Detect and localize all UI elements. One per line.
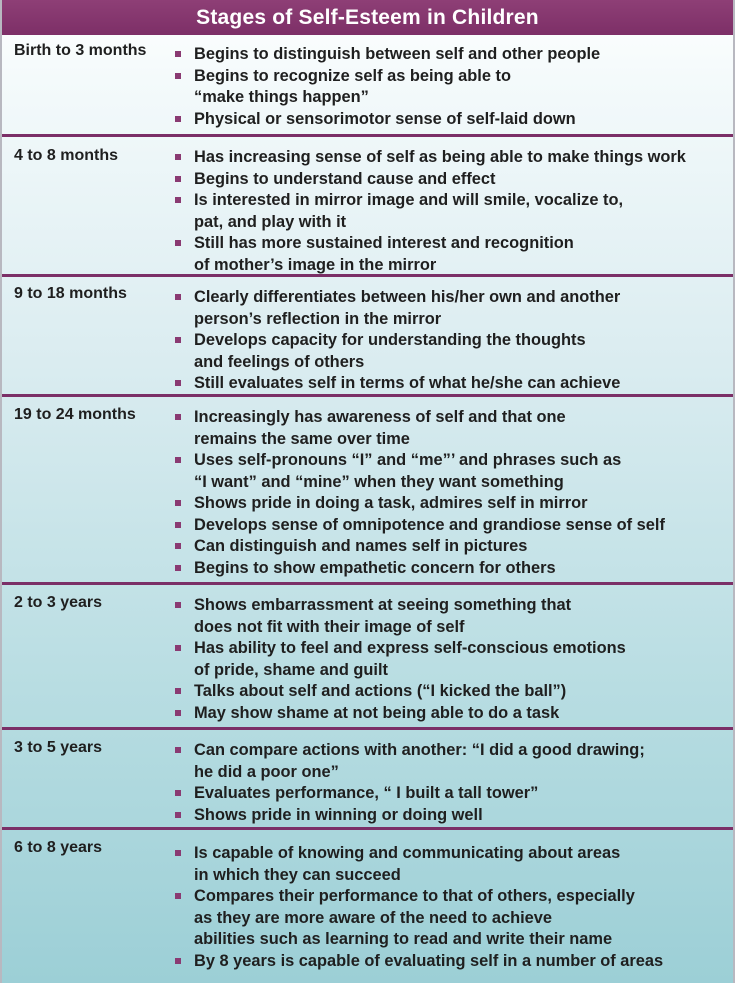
milestone-item xyxy=(174,805,734,827)
milestone-text: Uses self-pronouns “I” and “me”’ and phrases such as “I want” and “mine” when they want something xyxy=(194,451,622,491)
milestone-item xyxy=(174,515,734,537)
square-bullet-icon xyxy=(175,602,181,608)
milestone-item xyxy=(174,595,734,638)
milestone-item xyxy=(174,703,734,725)
milestone-text: Increasingly has awareness of self and that one remains the same over time xyxy=(194,408,566,448)
stage-label: 3 to 5 years xyxy=(14,739,103,756)
milestone-item xyxy=(174,44,734,66)
milestone-text: Still evaluates self in terms of what he/she can achieve xyxy=(194,374,621,392)
stage-row xyxy=(2,277,733,396)
stage-milestones xyxy=(174,407,734,579)
milestone-item xyxy=(174,886,734,951)
square-bullet-icon xyxy=(175,543,181,549)
milestone-item xyxy=(174,536,734,558)
milestone-item xyxy=(174,147,734,169)
milestone-text: Has increasing sense of self as being able to make things work xyxy=(194,148,686,166)
square-bullet-icon xyxy=(175,380,181,386)
stage-row xyxy=(2,830,733,983)
milestone-text: Shows pride in doing a task, admires self in mirror xyxy=(194,494,588,512)
stage-milestones xyxy=(174,44,734,130)
square-bullet-icon xyxy=(175,850,181,856)
stage-label: 6 to 8 years xyxy=(14,839,103,856)
row-divider xyxy=(2,134,733,137)
milestone-item xyxy=(174,558,734,580)
square-bullet-icon xyxy=(175,688,181,694)
stage-milestones xyxy=(174,843,734,972)
square-bullet-icon xyxy=(175,154,181,160)
stage-milestones xyxy=(174,740,734,826)
square-bullet-icon xyxy=(175,958,181,964)
square-bullet-icon xyxy=(175,414,181,420)
row-divider xyxy=(2,727,733,730)
square-bullet-icon xyxy=(175,457,181,463)
milestone-item xyxy=(174,450,734,493)
stage-label: 2 to 3 years xyxy=(14,594,103,611)
square-bullet-icon xyxy=(175,893,181,899)
stage-milestones xyxy=(174,595,734,724)
milestone-text: By 8 years is capable of evaluating self in a number of areas xyxy=(194,951,664,970)
milestone-text: Has ability to feel and express self-conscious emotions of pride, shame and guilt xyxy=(194,639,626,679)
milestone-text: Can compare actions with another: “I did a good drawing; he did a poor one” xyxy=(194,741,645,781)
stage-label: 19 to 24 months xyxy=(14,406,136,423)
square-bullet-icon xyxy=(175,73,181,79)
stage-label: 4 to 8 months xyxy=(14,147,119,164)
stage-label: Birth to 3 months xyxy=(14,42,147,59)
square-bullet-icon xyxy=(175,747,181,753)
square-bullet-icon xyxy=(175,710,181,716)
row-divider xyxy=(2,827,733,830)
milestone-item xyxy=(174,330,734,373)
milestone-item xyxy=(174,66,734,109)
square-bullet-icon xyxy=(175,197,181,203)
milestone-item xyxy=(174,843,734,886)
square-bullet-icon xyxy=(175,812,181,818)
milestone-item xyxy=(174,109,734,131)
milestone-text: Still has more sustained interest and recognition of mother’s image in the mirror xyxy=(194,234,574,274)
milestone-item xyxy=(174,169,734,191)
milestone-item xyxy=(174,951,734,973)
milestone-text: Begins to recognize self as being able to “make things happen” xyxy=(194,66,511,106)
stage-label: 9 to 18 months xyxy=(14,285,127,302)
row-divider xyxy=(2,394,733,397)
milestone-text: May show shame at not being able to do a task xyxy=(194,703,560,722)
square-bullet-icon xyxy=(175,116,181,122)
square-bullet-icon xyxy=(175,500,181,506)
row-divider xyxy=(2,582,733,585)
stage-row xyxy=(2,730,733,829)
square-bullet-icon xyxy=(175,645,181,651)
milestone-item xyxy=(174,783,734,805)
milestone-text: Clearly differentiates between his/her own and another person’s reflection in the mirror xyxy=(194,288,621,328)
milestone-item xyxy=(174,638,734,681)
square-bullet-icon xyxy=(175,240,181,246)
milestone-text: Shows embarrassment at seeing something that does not fit with their image of self xyxy=(194,596,572,636)
milestone-text: Talks about self and actions (“I kicked the ball”) xyxy=(194,682,567,700)
square-bullet-icon xyxy=(175,522,181,528)
square-bullet-icon xyxy=(175,790,181,796)
milestone-item xyxy=(174,373,734,395)
stage-milestones xyxy=(174,287,734,395)
stage-row xyxy=(2,585,733,729)
stage-milestones xyxy=(174,147,734,276)
row-divider xyxy=(2,274,733,277)
milestone-text: Can distinguish and names self in pictures xyxy=(194,537,528,555)
milestone-item xyxy=(174,740,734,783)
table-title: Stages of Self-Esteem in Children xyxy=(2,0,733,35)
milestone-text: Develops capacity for understanding the thoughts and feelings of others xyxy=(194,331,586,371)
milestone-item xyxy=(174,287,734,330)
milestone-text: Compares their performance to that of others, especially as they are more aware of the need to achieve abilities such as learning to read and write their name xyxy=(194,887,635,948)
milestone-text: Is interested in mirror image and will smile, vocalize to, pat, and play with it xyxy=(194,191,624,231)
square-bullet-icon xyxy=(175,337,181,343)
milestone-text: Physical or sensorimotor sense of self-laid down xyxy=(194,109,576,128)
milestone-item xyxy=(174,233,734,276)
milestone-item xyxy=(174,190,734,233)
stage-row xyxy=(2,397,733,584)
milestone-item xyxy=(174,493,734,515)
square-bullet-icon xyxy=(175,294,181,300)
milestone-text: Develops sense of omnipotence and grandiose sense of self xyxy=(194,515,665,534)
stage-row xyxy=(2,137,733,276)
square-bullet-icon xyxy=(175,51,181,57)
milestone-item xyxy=(174,407,734,450)
milestone-text: Begins to distinguish between self and other people xyxy=(194,45,601,63)
milestone-text: Begins to understand cause and effect xyxy=(194,169,496,188)
milestone-text: Evaluates performance, “ I built a tall tower” xyxy=(194,784,539,802)
milestone-item xyxy=(174,681,734,703)
milestone-text: Is capable of knowing and communicating about areas in which they can succeed xyxy=(194,844,621,884)
milestone-text: Shows pride in winning or doing well xyxy=(194,805,483,824)
square-bullet-icon xyxy=(175,565,181,571)
stage-row xyxy=(2,36,733,136)
square-bullet-icon xyxy=(175,176,181,182)
milestone-text: Begins to show empathetic concern for others xyxy=(194,558,556,577)
